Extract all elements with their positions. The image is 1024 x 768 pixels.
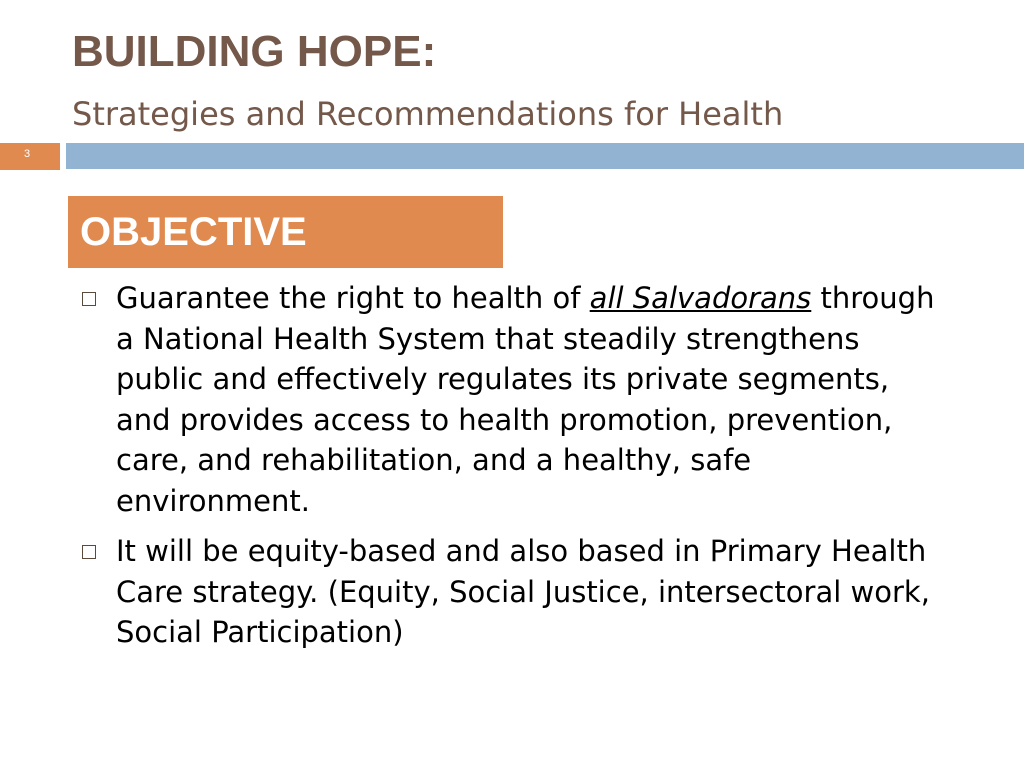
bullet-1-emphasis: all Salvadorans	[589, 281, 812, 315]
section-header-box	[68, 196, 503, 268]
section-label: OBJECTIVE	[80, 210, 307, 254]
slide-subtitle: Strategies and Recommendations for Health	[72, 95, 784, 133]
bullet-2-text: It will be equity-based and also based in Primary Health Care strategy. (Equity, Social Justice, intersectoral work, Social Participation)	[116, 534, 930, 649]
slide-title: BUILDING HOPE:	[72, 27, 437, 76]
square-bullet-icon	[82, 545, 96, 559]
square-bullet-icon	[82, 292, 96, 306]
page-number-box	[0, 143, 60, 170]
header-rule-bar	[66, 143, 1024, 169]
page-number: 3	[24, 148, 31, 160]
bullet-item-2	[82, 531, 942, 653]
bullet-1-text-after: through a National Health System that steadily strengthens public and effectively regulates its private segments, and provides access to health promotion, prevention, care, and rehabilitation, and a healthy, safe environment.	[116, 281, 935, 518]
bullet-1-text-before: Guarantee the right to health of	[116, 281, 590, 315]
bullet-list	[82, 278, 942, 663]
bullet-item-1	[82, 278, 942, 521]
